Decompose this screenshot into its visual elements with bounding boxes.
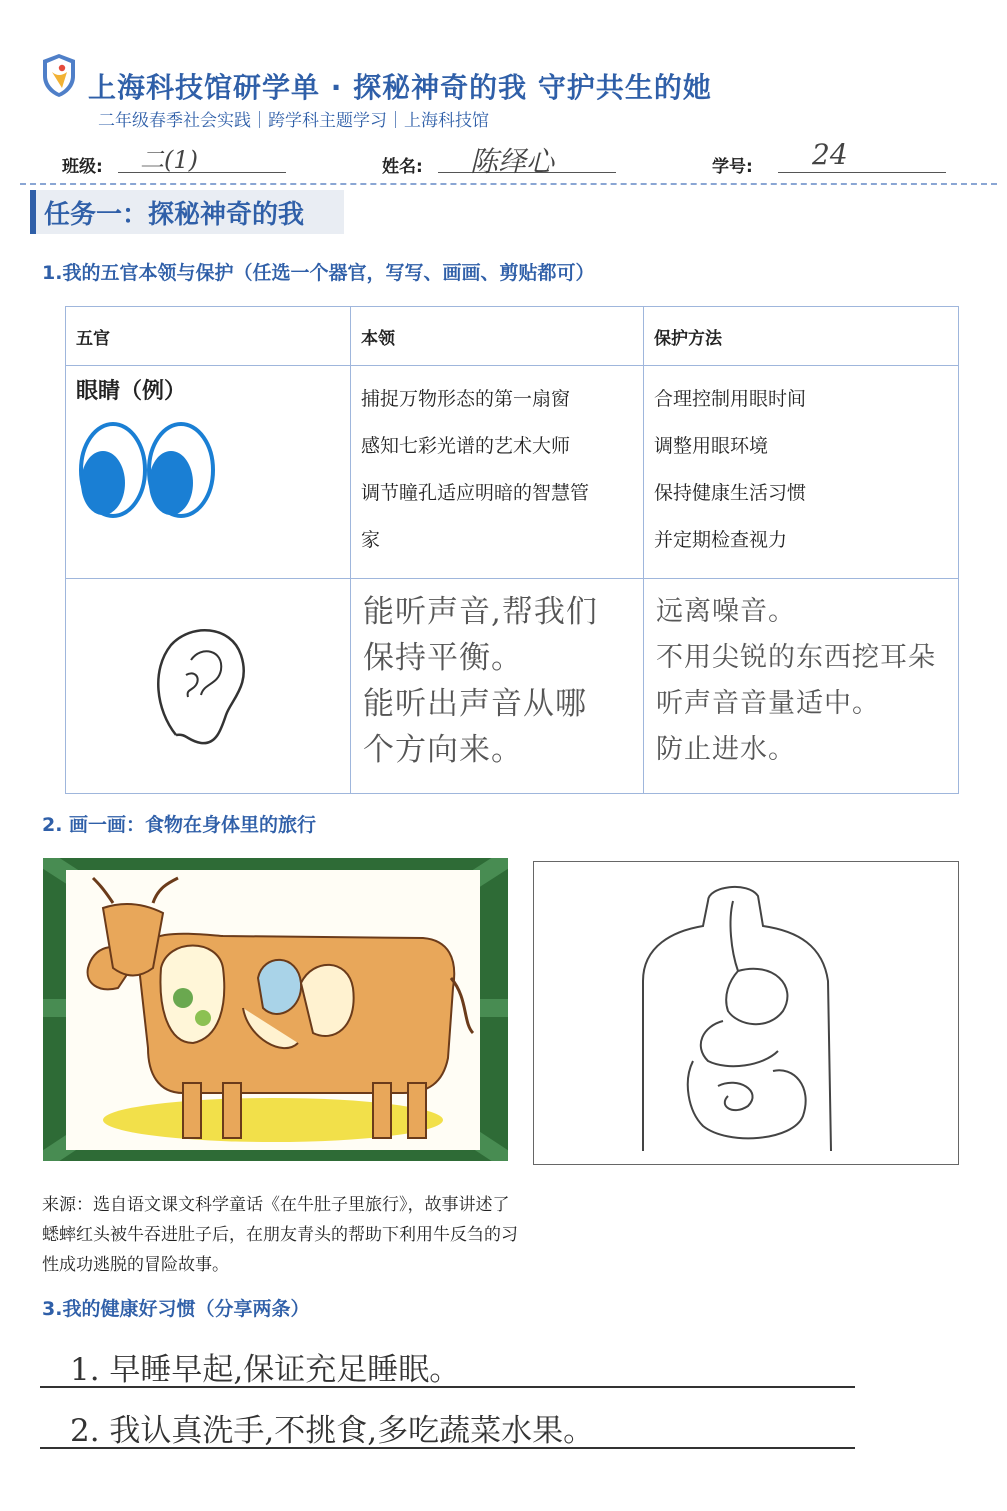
habit-item[interactable]: 1. 早睡早起,保证充足睡眠。 — [70, 1352, 461, 1388]
student-ability-line: 能听出声音从哪 — [363, 686, 587, 722]
header-protection: 保护方法 — [644, 307, 959, 366]
id-label: 学号: — [712, 157, 753, 177]
student-ability-cell[interactable] — [351, 579, 644, 794]
eyes-icon — [76, 415, 226, 525]
cow-illustration — [43, 858, 508, 1161]
example-protection-cell — [644, 366, 959, 579]
example-ability-line: 调节瞳孔适应明暗的智慧管 — [361, 482, 590, 504]
example-protection-line: 保持健康生活习惯 — [654, 482, 807, 504]
name-label: 姓名: — [382, 157, 423, 177]
example-ability-line: 家 — [361, 529, 381, 551]
section2-title: 2. 画一画：食物在身体里的旅行 — [42, 814, 317, 836]
example-ability-line: 感知七彩光谱的艺术大师 — [361, 435, 571, 457]
example-protection-line: 合理控制用眼时间 — [654, 388, 807, 410]
example-protection-line: 并定期检查视力 — [654, 529, 788, 551]
page-subtitle: 二年级春季社会实践｜跨学科主题学习｜上海科技馆 — [98, 111, 489, 131]
organs-table — [65, 306, 959, 794]
student-ability-line: 能听声音,帮我们 — [363, 594, 598, 630]
example-ability-cell — [351, 366, 644, 579]
student-protection-line: 不用尖锐的东西挖耳朵 — [656, 642, 936, 673]
habit-line — [40, 1447, 855, 1449]
example-organ-cell — [66, 366, 351, 579]
habit-item[interactable]: 2. 我认真洗手,不挑食,多吃蔬菜水果。 — [70, 1413, 595, 1449]
name-value[interactable]: 陈绎心 — [470, 145, 555, 178]
id-line — [778, 172, 946, 173]
digestive-system-drawing — [533, 861, 957, 1163]
story-source-text: 来源：选自语文课文科学童话《在牛肚子里旅行》，故事讲述了蟋蟀红头被牛吞进肚子后，在朋友青头的帮助下利用牛反刍的习性成功逃脱的冒险故事。 — [42, 1195, 518, 1275]
student-protection-cell[interactable] — [644, 579, 959, 794]
ear-drawing-icon — [146, 615, 266, 755]
section3-title: 3.我的健康好习惯（分享两条） — [42, 1298, 310, 1320]
example-ability-line: 捕捉万物形态的第一扇窗 — [361, 388, 571, 410]
example-organ-label: 眼睛（例） — [76, 379, 187, 404]
header-divider — [20, 183, 997, 185]
class-value[interactable]: 二(1) — [140, 146, 198, 174]
id-value[interactable]: 24 — [812, 138, 848, 171]
page-title: 上海科技馆研学单 · 探秘神奇的我 守护共生的她 — [88, 71, 712, 104]
museum-logo-icon — [40, 52, 78, 98]
habit-line — [40, 1386, 855, 1388]
student-protection-line: 远离噪音。 — [656, 596, 796, 627]
header-ability: 本领 — [351, 307, 644, 366]
section1-title: 1.我的五官本领与保护（任选一个器官，写写、画画、剪贴都可） — [42, 262, 595, 284]
example-protection-line: 调整用眼环境 — [654, 435, 769, 457]
student-protection-line: 防止进水。 — [656, 734, 796, 765]
task1-title: 任务一：探秘神奇的我 — [44, 200, 305, 230]
student-ability-line: 保持平衡。 — [363, 640, 523, 676]
student-ability-line: 个方向来。 — [363, 732, 523, 768]
class-label: 班级: — [62, 157, 103, 177]
student-organ-cell[interactable] — [66, 579, 351, 794]
header-organ: 五官 — [66, 307, 351, 366]
student-protection-line: 听声音音量适中。 — [656, 688, 880, 719]
